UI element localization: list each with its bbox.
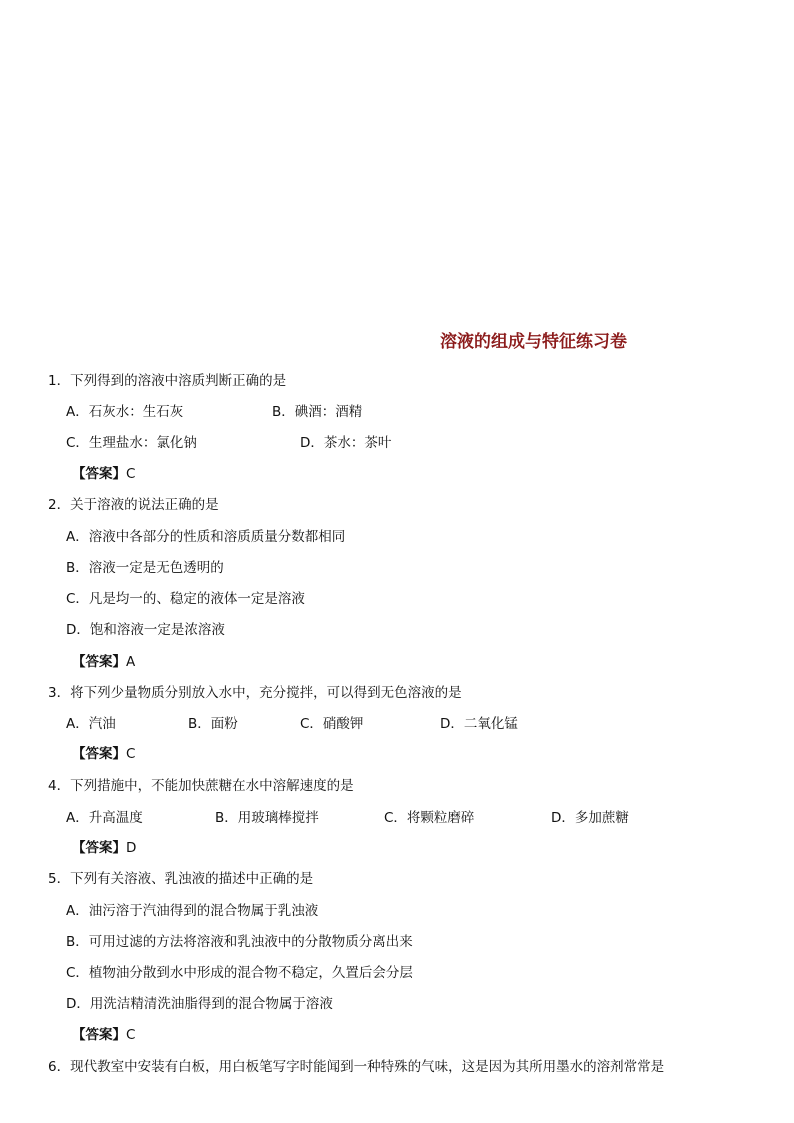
question-2-option-a: A．溶液中各部分的性质和溶质质量分数都相同 <box>66 529 346 545</box>
answer-label: 【答案】 <box>72 466 126 482</box>
question-1-option-b: B．碘酒：酒精 <box>272 404 363 420</box>
answer-label: 【答案】 <box>72 840 126 856</box>
question-4-option-b: B．用玻璃棒搅拌 <box>215 810 319 826</box>
question-3-option-d: D．二氧化锰 <box>440 716 518 732</box>
question-3-stem: 3．将下列少量物质分别放入水中，充分搅拌，可以得到无色溶液的是 <box>48 685 462 701</box>
question-2-option-b: B．溶液一定是无色透明的 <box>66 560 224 576</box>
answer-label: 【答案】 <box>72 654 126 670</box>
question-6-stem: 6．现代教室中安装有白板，用白板笔写字时能闻到一种特殊的气味，这是因为其所用墨水的溶剂常常是 <box>48 1059 665 1075</box>
page-title: 溶液的组成与特征练习卷 <box>440 332 627 352</box>
answer-value: A <box>126 654 136 670</box>
question-5-option-c: C．植物油分散到水中形成的混合物不稳定，久置后会分层 <box>66 965 413 981</box>
answer-label: 【答案】 <box>72 746 126 762</box>
question-4-option-d: D．多加蔗糖 <box>551 810 629 826</box>
question-2-answer <box>72 650 135 670</box>
question-3-option-b: B．面粉 <box>188 716 238 732</box>
question-4-option-a: A．升高温度 <box>66 810 143 826</box>
question-5-option-a: A．油污溶于汽油得到的混合物属于乳浊液 <box>66 903 319 919</box>
question-1-option-c: C．生理盐水：氯化钠 <box>66 435 197 451</box>
question-1-stem: 1．下列得到的溶液中溶质判断正确的是 <box>48 373 287 389</box>
question-1-answer <box>72 462 135 482</box>
answer-value: C <box>126 1027 136 1043</box>
answer-value: D <box>126 840 137 856</box>
question-1-option-a: A．石灰水：生石灰 <box>66 404 184 420</box>
question-3-option-c: C．硝酸钾 <box>300 716 364 732</box>
question-2-option-d: D．饱和溶液一定是浓溶液 <box>66 622 225 638</box>
question-5-stem: 5．下列有关溶液、乳浊液的描述中正确的是 <box>48 871 314 887</box>
question-4-option-c: C．将颗粒磨碎 <box>384 810 475 826</box>
answer-value: C <box>126 746 136 762</box>
answer-value: C <box>126 466 136 482</box>
question-5-option-b: B．可用过滤的方法将溶液和乳浊液中的分散物质分离出来 <box>66 934 413 950</box>
question-3-option-a: A．汽油 <box>66 716 116 732</box>
question-3-answer <box>72 742 135 762</box>
question-5-option-d: D．用洗洁精清洗油脂得到的混合物属于溶液 <box>66 996 333 1012</box>
question-2-stem: 2．关于溶液的说法正确的是 <box>48 497 219 513</box>
question-5-answer <box>72 1023 135 1043</box>
question-2-option-c: C．凡是均一的、稳定的液体一定是溶液 <box>66 591 305 607</box>
question-1-option-d: D．茶水：茶叶 <box>300 435 392 451</box>
question-4-answer <box>72 836 136 856</box>
question-4-stem: 4．下列措施中，不能加快蔗糖在水中溶解速度的是 <box>48 778 354 794</box>
answer-label: 【答案】 <box>72 1027 126 1043</box>
